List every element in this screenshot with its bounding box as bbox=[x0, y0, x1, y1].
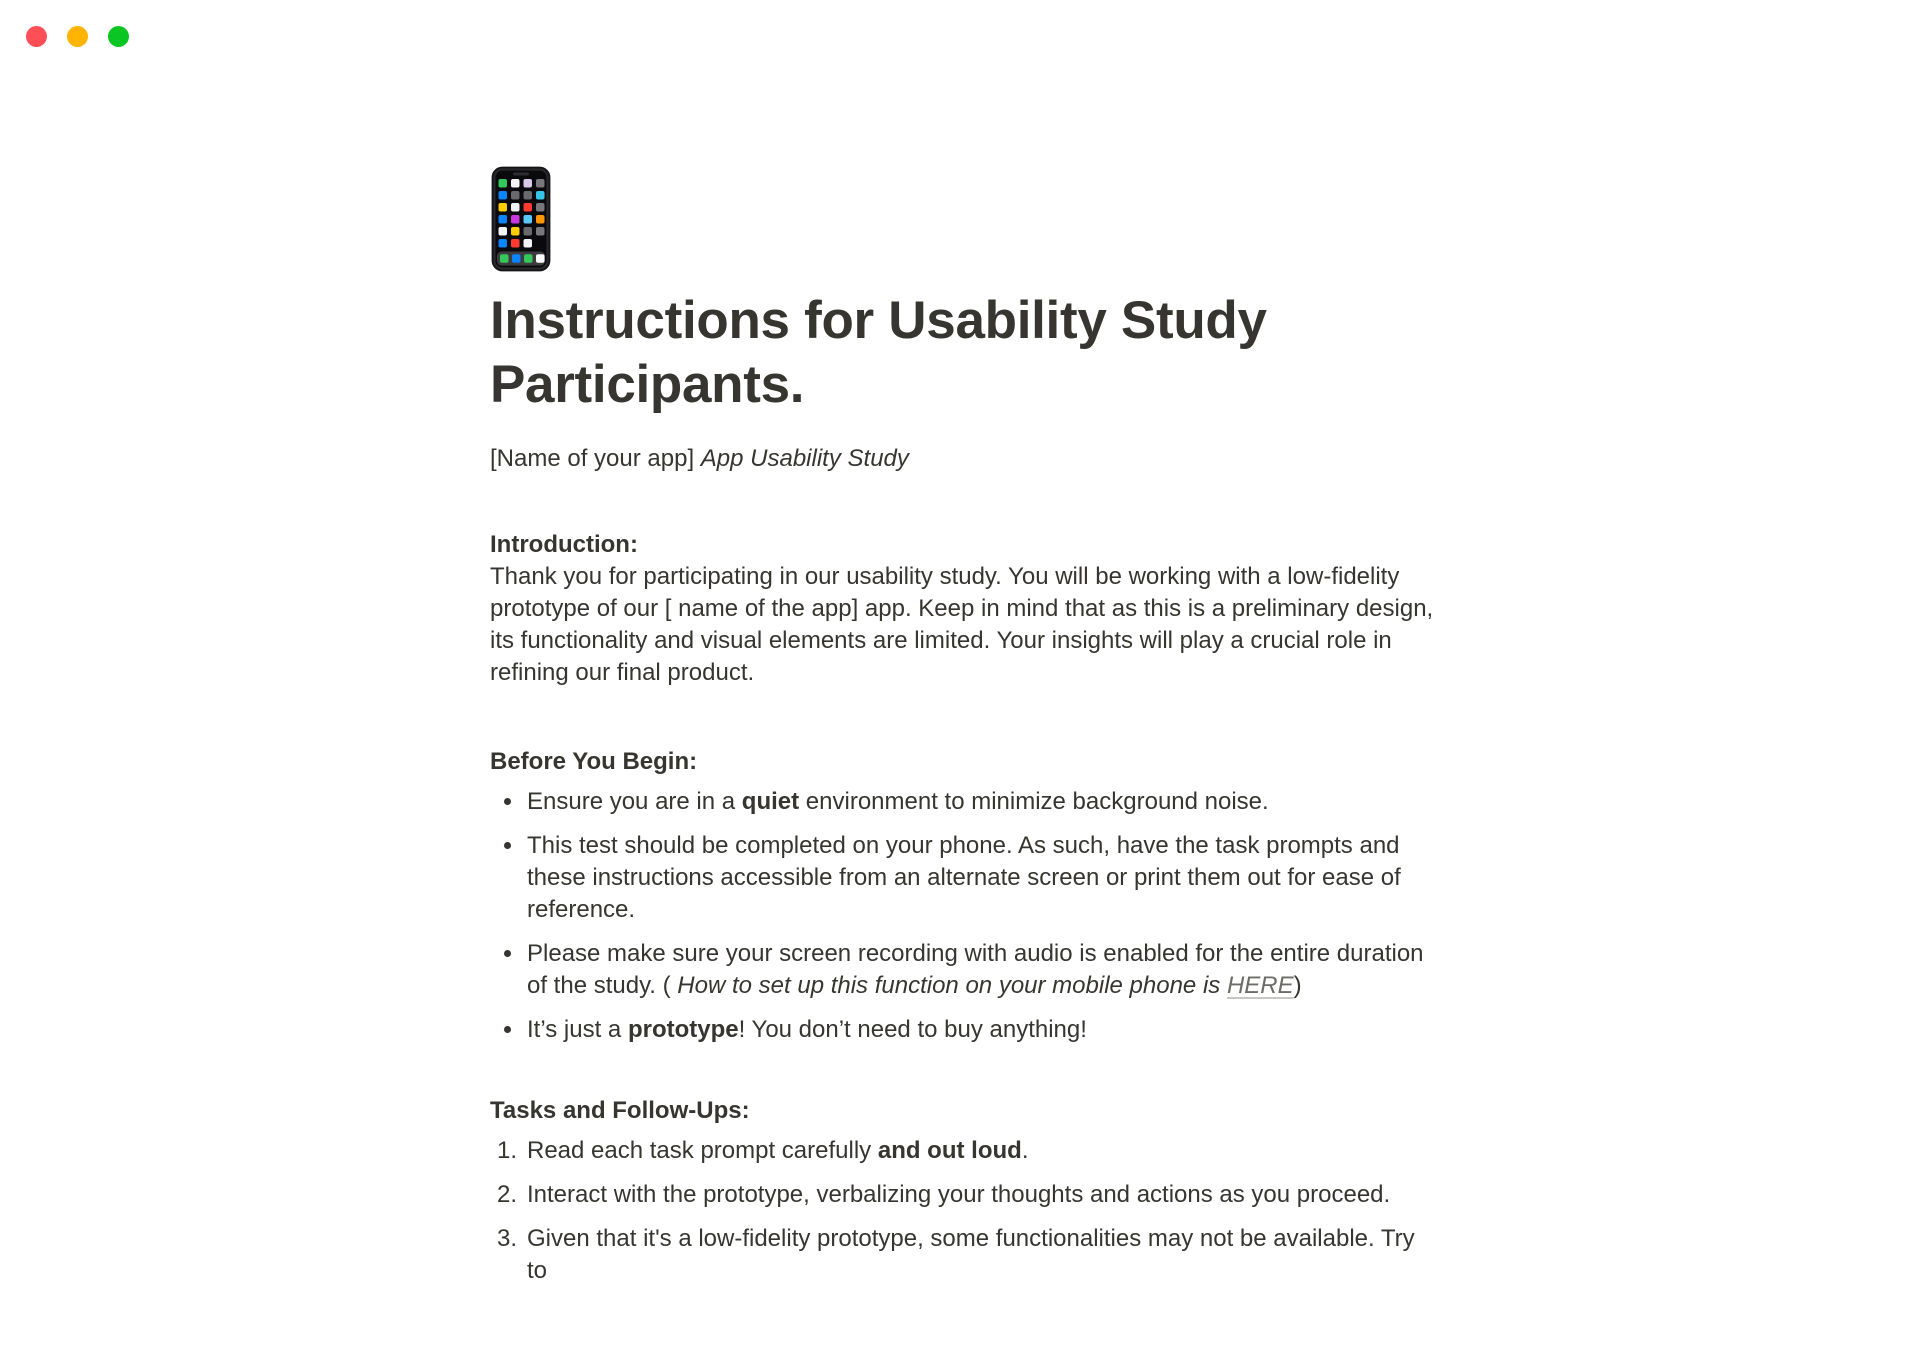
section-heading-before-you-begin: Before You Begin: bbox=[490, 748, 698, 775]
page-subtitle bbox=[490, 443, 1435, 474]
text-run: [Name of your app] bbox=[490, 445, 701, 472]
list-item bbox=[490, 1223, 1435, 1287]
mobile-phone-emoji-icon bbox=[490, 166, 552, 272]
before-you-begin-list bbox=[490, 778, 1435, 1046]
here-link[interactable]: HERE bbox=[1226, 972, 1294, 999]
section-heading-introduction: Introduction: bbox=[490, 531, 638, 558]
text-run: and out loud bbox=[877, 1137, 1022, 1164]
text-run: Interact with the prototype, verbalizing your thoughts and actions as you proceed. bbox=[527, 1181, 1391, 1208]
introduction-paragraph bbox=[490, 561, 1435, 689]
list-item-text bbox=[527, 1225, 1415, 1284]
text-run: quiet bbox=[741, 788, 800, 815]
list-item-text bbox=[527, 940, 1424, 999]
close-button[interactable] bbox=[26, 26, 47, 47]
text-run: It’s just a bbox=[527, 1016, 628, 1043]
text-run: Please make sure your screen recording with audio is enabled for the entire duration of the study. ( bbox=[527, 940, 1424, 999]
text-run: environment to minimize background noise. bbox=[799, 788, 1269, 815]
list-item-text bbox=[527, 1181, 1390, 1208]
minimize-button[interactable] bbox=[67, 26, 88, 47]
text-run: Ensure you are in a bbox=[527, 788, 742, 815]
list-item bbox=[490, 1179, 1435, 1211]
zoom-button[interactable] bbox=[108, 26, 129, 47]
list-item-text bbox=[527, 1016, 1087, 1043]
window-controls bbox=[26, 26, 129, 47]
text-run: . bbox=[1021, 1137, 1029, 1164]
text-run: How to set up this function on your mobile phone is bbox=[677, 972, 1227, 999]
list-item-text bbox=[527, 832, 1401, 923]
text-run: Given that it's a low-fidelity prototype, some functionalities may not be available. Try to bbox=[527, 1225, 1415, 1284]
tasks-list bbox=[490, 1127, 1435, 1287]
text-run: ! You don’t need to buy anything! bbox=[738, 1016, 1087, 1043]
text-run: App Usability Study bbox=[700, 445, 909, 472]
text-run: prototype bbox=[627, 1016, 739, 1043]
text-run: This test should be completed on your phone. As such, have the task prompts and these instructions accessible from an alternate screen or print them out for ease of reference. bbox=[527, 832, 1401, 923]
list-item bbox=[490, 786, 1435, 818]
list-item-text bbox=[527, 1137, 1028, 1164]
list-item bbox=[490, 830, 1435, 926]
page-icon[interactable] bbox=[490, 166, 552, 272]
page-title: Instructions for Usability Study Participants. bbox=[490, 291, 1267, 414]
text-run: Thank you for participating in our usability study. You will be working with a low-fidelity prototype of our [ name of the app] app. Keep in mind that as this is a preliminary design, its functionality and visual elements are limited. Your insights will play a crucial role in refining our final product. bbox=[490, 563, 1434, 686]
list-item bbox=[490, 1135, 1435, 1167]
list-item bbox=[490, 1014, 1435, 1046]
list-item-text bbox=[527, 788, 1269, 815]
page-content bbox=[490, 166, 1435, 1287]
text-run: ) bbox=[1293, 972, 1302, 999]
list-item bbox=[490, 938, 1435, 1002]
text-run: Read each task prompt carefully bbox=[527, 1137, 878, 1164]
section-heading-tasks: Tasks and Follow-Ups: bbox=[490, 1097, 750, 1124]
